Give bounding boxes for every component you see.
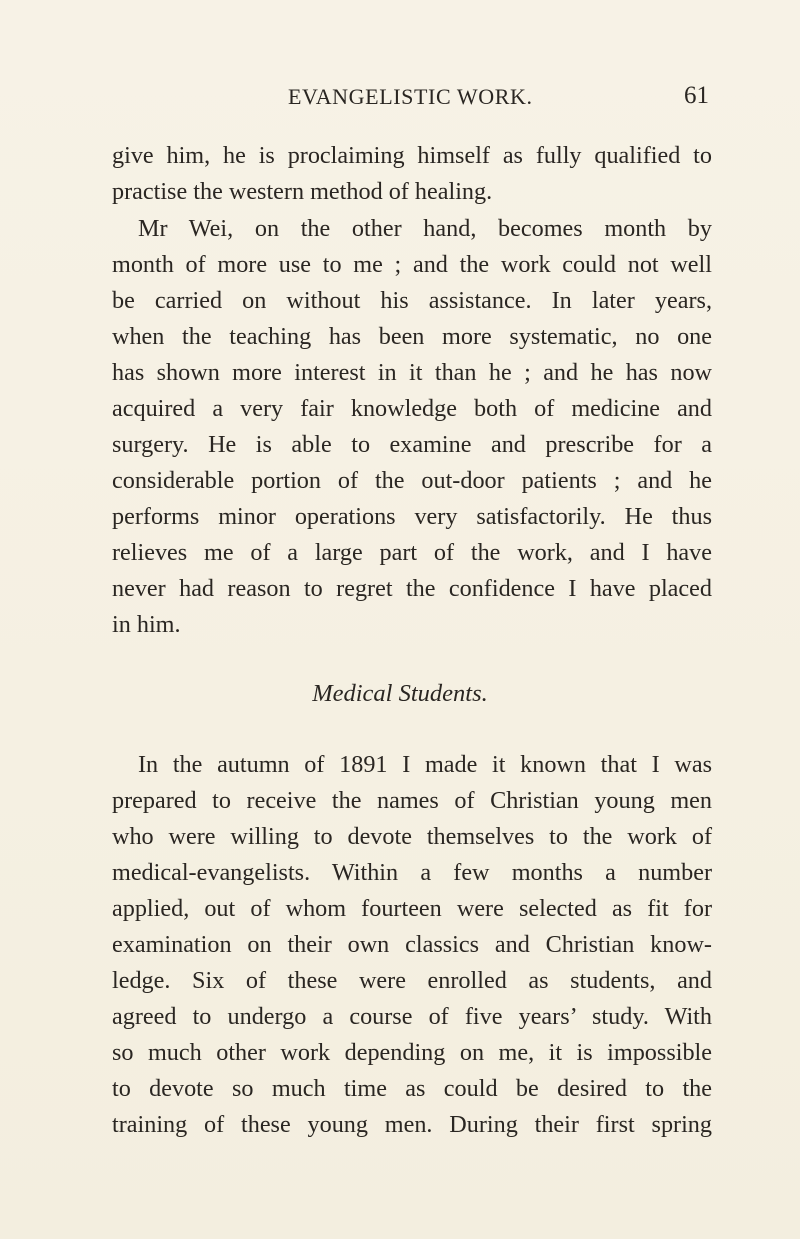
text-line: practise the western method of healing. xyxy=(112,178,493,205)
text-line: in him. xyxy=(112,611,181,638)
text-line: month of more use to me ; and the work could not well xyxy=(112,251,712,278)
section-heading: Medical Students. xyxy=(312,680,488,707)
text-line: has shown more interest in it than he ; and he has now xyxy=(112,359,712,386)
text-line: surgery. He is able to examine and prescribe for a xyxy=(112,431,712,458)
text-line: ledge. Six of these were enrolled as students, and xyxy=(112,967,712,994)
text-line: examination on their own classics and Christian know- xyxy=(112,931,712,958)
text-line: be carried on without his assistance. In later years, xyxy=(112,287,712,314)
text-line: performs minor operations very satisfactorily. He thus xyxy=(112,503,712,530)
running-head xyxy=(0,84,800,120)
page-number: 61 xyxy=(684,82,709,109)
text-line: when the teaching has been more systematic, no one xyxy=(112,323,712,350)
text-line: agreed to undergo a course of five years’ study. With xyxy=(112,1003,712,1030)
text-line: who were willing to devote themselves to the work of xyxy=(112,823,712,850)
text-line: applied, out of whom fourteen were selected as fit for xyxy=(112,895,712,922)
text-line: never had reason to regret the confidence I have placed xyxy=(112,575,712,602)
text-line: give him, he is proclaiming himself as fully qualified to xyxy=(112,142,712,169)
text-line: prepared to receive the names of Christian young men xyxy=(112,787,712,814)
text-line: considerable portion of the out-door patients ; and he xyxy=(112,467,712,494)
text-line: Mr Wei, on the other hand, becomes month by xyxy=(138,215,712,242)
text-line: medical-evangelists. Within a few months a number xyxy=(112,859,712,886)
text-line: to devote so much time as could be desired to the xyxy=(112,1075,712,1102)
text-line: In the autumn of 1891 I made it known that I was xyxy=(138,751,712,778)
text-line: training of these young men. During their first spring xyxy=(112,1111,712,1138)
text-line: relieves me of a large part of the work, and I have xyxy=(112,539,712,566)
running-title: EVANGELISTIC WORK. xyxy=(288,84,533,109)
text-line: so much other work depending on me, it is impossible xyxy=(112,1039,712,1066)
text-line: acquired a very fair knowledge both of medicine and xyxy=(112,395,712,422)
